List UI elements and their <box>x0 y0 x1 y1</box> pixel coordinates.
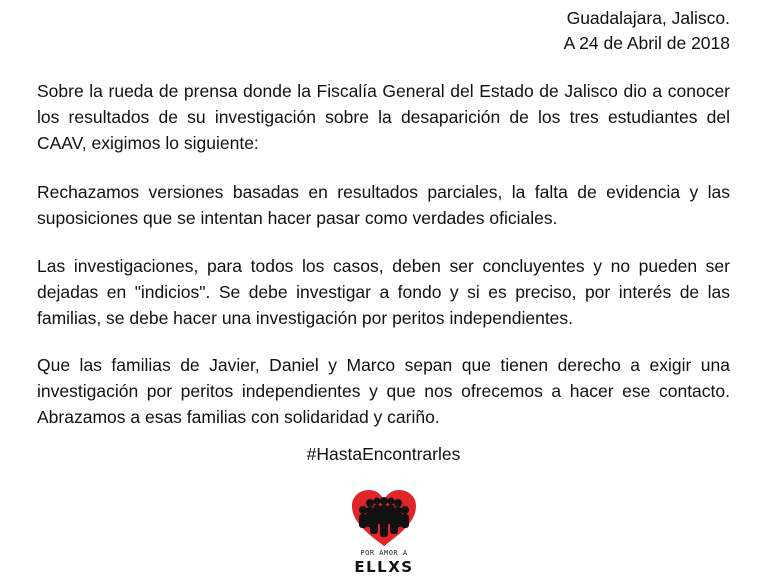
letter-page <box>37 0 730 579</box>
logo-big-text: ELLXS <box>354 558 414 576</box>
letter-header <box>564 6 730 56</box>
paragraph: Rechazamos versiones basadas en resultados parciales, la falta de evidencia y las suposiciones que se intentan hacer pasar como verdades oficiales. <box>37 182 730 228</box>
por-amor-a-ellxs-logo <box>348 488 420 579</box>
hashtag: #HastaEncontrarles <box>306 444 461 464</box>
heart-people-icon <box>348 488 420 550</box>
paragraph: Las investigaciones, para todos los casos, deben ser concluyentes y no pueden ser dejadas en "indicios". Se debe investigar a fondo y si es preciso, por interés de las familias, se debe hacer una investigación por peritos independientes. <box>37 256 730 328</box>
paragraph: Sobre la rueda de prensa donde la Fiscalía General del Estado de Jalisco dio a conocer los resultados de su investigación sobre la desaparición de los tres estudiantes del CAAV, exigimos lo siguiente: <box>37 81 730 153</box>
paragraph: Que las familias de Javier, Daniel y Marco sepan que tienen derecho a exigir una investigación por peritos independientes y que nos ofrecemos a hacer ese contacto. Abrazamos a esas familias con solidaridad y cariño. <box>37 355 730 427</box>
letter-place: Guadalajara, Jalisco. <box>566 8 730 28</box>
letter-date: A 24 de Abril de 2018 <box>563 33 730 53</box>
logo-small-text: POR AMOR A <box>360 549 408 557</box>
